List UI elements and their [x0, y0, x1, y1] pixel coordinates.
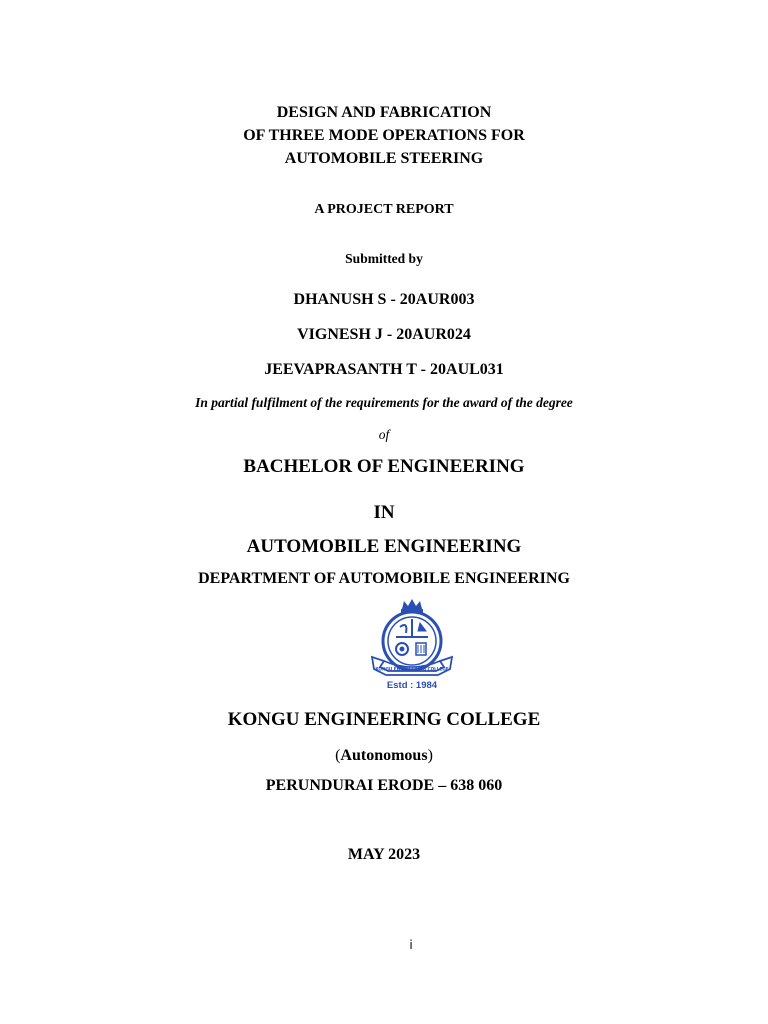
fulfilment-text: In partial fulfilment of the requirements for the award of the degree: [195, 395, 573, 410]
logo-estd-text: Estd : 1984: [386, 680, 438, 691]
student-2: VIGNESH J - 20AUR024: [297, 326, 471, 343]
submitted-by-label: Submitted by: [345, 251, 423, 266]
page-number: i: [409, 938, 413, 952]
in-text: IN: [373, 502, 395, 523]
crown-shape: [402, 599, 422, 609]
degree: BACHELOR OF ENGINEERING: [243, 456, 525, 477]
autonomous-status: [0, 747, 768, 765]
college-name: KONGU ENGINEERING COLLEGE: [227, 709, 541, 730]
title-line-2: OF THREE MODE OPERATIONS FOR: [243, 127, 525, 144]
student-3: JEEVAPRASANTH T - 20AUL031: [264, 361, 504, 378]
logo-ribbon-text: KONGU ENGINEERING COLLEGE: [375, 666, 449, 672]
autonomous-open-paren: (: [335, 747, 341, 764]
autonomous-word: Autonomous: [340, 747, 428, 764]
branch: AUTOMOBILE ENGINEERING: [246, 536, 522, 557]
student-1: DHANUSH S - 20AUR003: [293, 291, 475, 308]
college-logo: [366, 595, 458, 693]
title-line-1: DESIGN AND FABRICATION: [276, 104, 492, 121]
college-address: PERUNDURAI ERODE – 638 060: [265, 777, 503, 794]
title-line-3: AUTOMOBILE STEERING: [284, 150, 484, 167]
report-type: A PROJECT REPORT: [314, 202, 454, 217]
of-text: of: [378, 427, 390, 442]
autonomous-close-paren: ): [427, 747, 433, 764]
report-date: MAY 2023: [347, 846, 421, 863]
department: DEPARTMENT OF AUTOMOBILE ENGINEERING: [198, 570, 570, 587]
